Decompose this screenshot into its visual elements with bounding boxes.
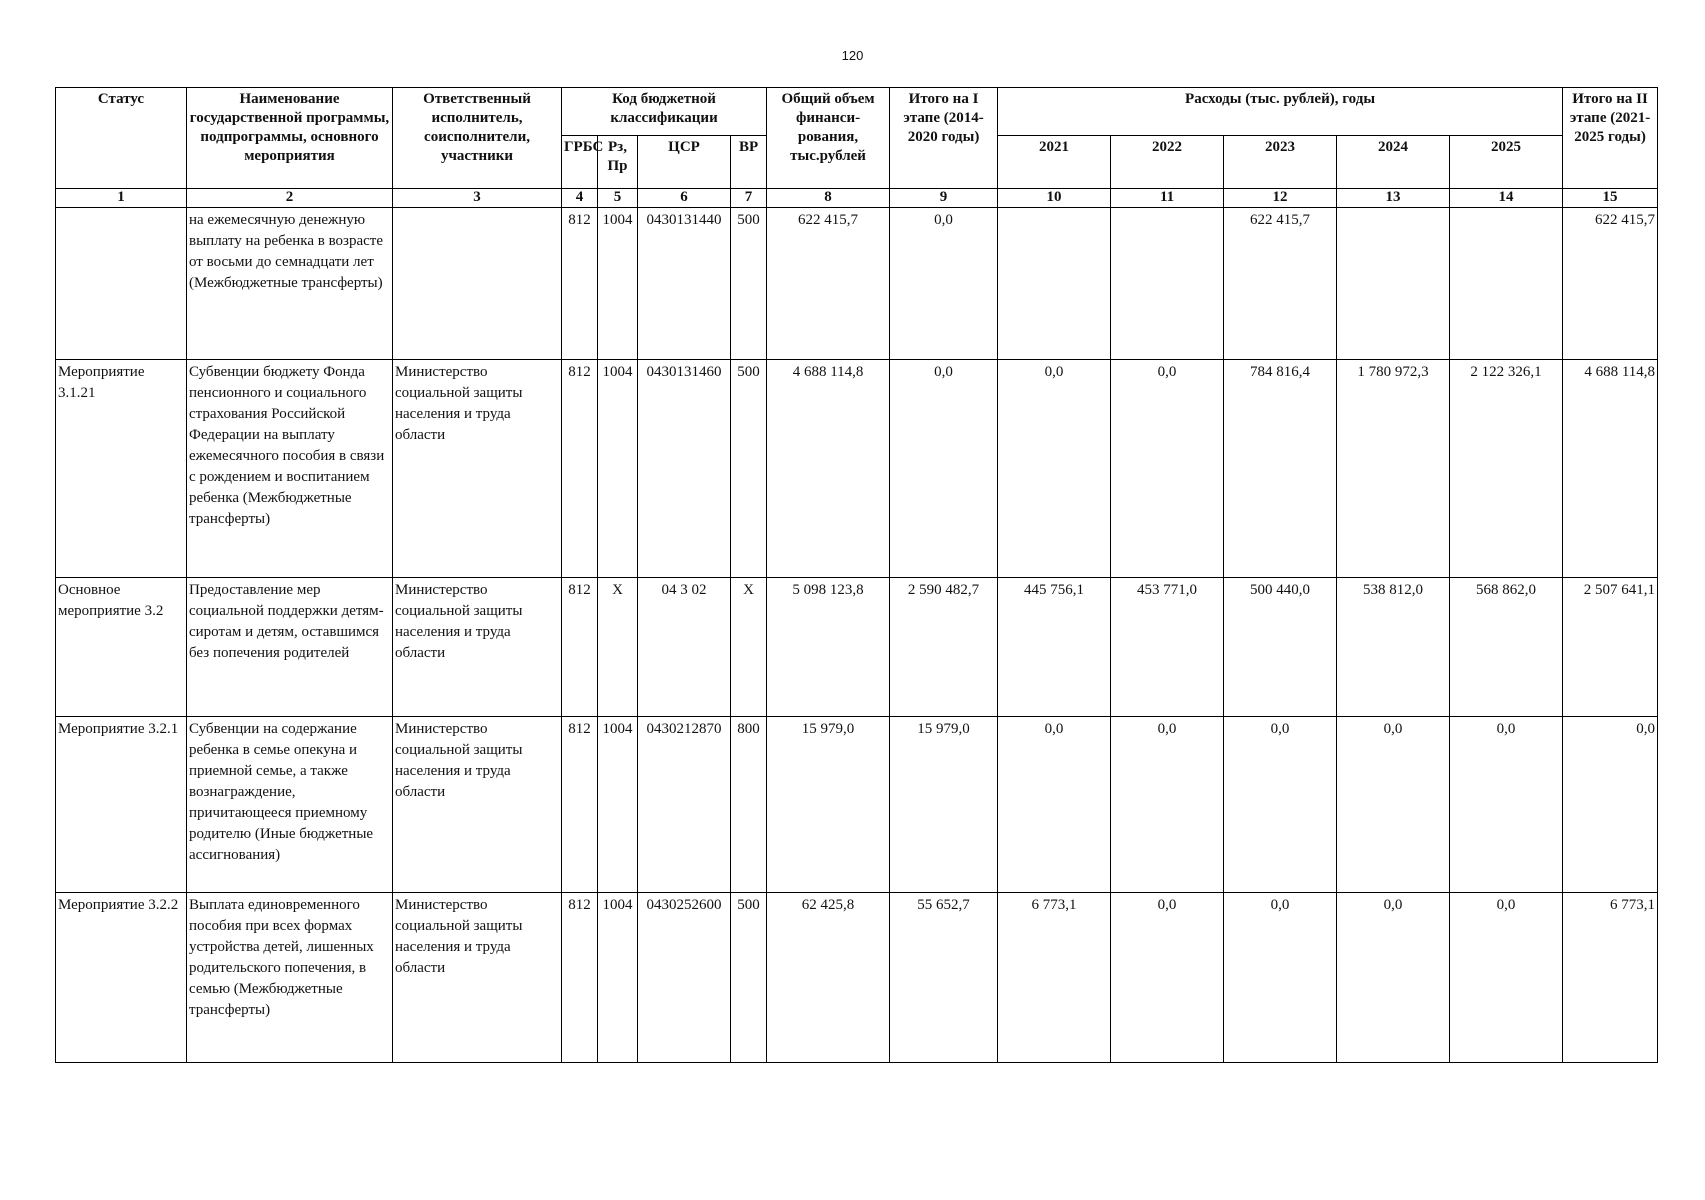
cell-2023: 784 816,4 xyxy=(1224,360,1337,578)
cell-status xyxy=(56,208,187,360)
column-number: 14 xyxy=(1450,189,1563,208)
column-number: 13 xyxy=(1337,189,1450,208)
cell-csr: 0430252600 xyxy=(638,893,731,1063)
header-name: Наименование государственной программы, подпрограммы, основного мероприятия xyxy=(187,88,393,189)
cell-2024: 538 812,0 xyxy=(1337,578,1450,717)
cell-stage2: 4 688 114,8 xyxy=(1563,360,1658,578)
header-stage1: Итого на I этапе (2014-2020 годы) xyxy=(890,88,998,189)
cell-2022: 0,0 xyxy=(1111,360,1224,578)
cell-stage1: 0,0 xyxy=(890,208,998,360)
column-number: 12 xyxy=(1224,189,1337,208)
cell-2025: 568 862,0 xyxy=(1450,578,1563,717)
cell-rzpr: 1004 xyxy=(598,893,638,1063)
cell-rzpr: 1004 xyxy=(598,208,638,360)
cell-grbs: 812 xyxy=(562,360,598,578)
header-total: Общий объем финанси-рования, тыс.рублей xyxy=(767,88,890,189)
cell-2021: 0,0 xyxy=(998,360,1111,578)
header-2024: 2024 xyxy=(1337,136,1450,189)
cell-csr: 0430212870 xyxy=(638,717,731,893)
cell-2021: 6 773,1 xyxy=(998,893,1111,1063)
cell-2023: 622 415,7 xyxy=(1224,208,1337,360)
cell-vr: 500 xyxy=(731,208,767,360)
cell-2021: 445 756,1 xyxy=(998,578,1111,717)
cell-csr: 04 3 02 xyxy=(638,578,731,717)
cell-executor: Министерство социальной защиты населения и труда области xyxy=(393,360,562,578)
cell-name: Выплата единовременного пособия при всех формах устройства детей, лишенных родительского попечения, в семью (Межбюджетные трансферты) xyxy=(187,893,393,1063)
cell-csr: 0430131440 xyxy=(638,208,731,360)
column-number: 8 xyxy=(767,189,890,208)
header-expenses: Расходы (тыс. рублей), годы xyxy=(998,88,1563,136)
cell-vr: 500 xyxy=(731,893,767,1063)
cell-stage1: 2 590 482,7 xyxy=(890,578,998,717)
cell-executor: Министерство социальной защиты населения и труда области xyxy=(393,578,562,717)
cell-executor: Министерство социальной защиты населения и труда области xyxy=(393,893,562,1063)
cell-2024: 0,0 xyxy=(1337,717,1450,893)
cell-2021 xyxy=(998,208,1111,360)
cell-rzpr: 1004 xyxy=(598,360,638,578)
cell-name: Субвенции на содержание ребенка в семье опекуна и приемной семье, а также вознаграждение, причитающееся приемному родителю (Иные бюджетные ассигнования) xyxy=(187,717,393,893)
cell-rzpr: 1004 xyxy=(598,717,638,893)
column-number: 4 xyxy=(562,189,598,208)
cell-stage2: 0,0 xyxy=(1563,717,1658,893)
column-number: 7 xyxy=(731,189,767,208)
cell-2021: 0,0 xyxy=(998,717,1111,893)
cell-2025: 0,0 xyxy=(1450,893,1563,1063)
header-status: Статус xyxy=(56,88,187,189)
cell-total: 4 688 114,8 xyxy=(767,360,890,578)
header-2023: 2023 xyxy=(1224,136,1337,189)
column-number: 1 xyxy=(56,189,187,208)
cell-2022: 0,0 xyxy=(1111,717,1224,893)
cell-executor xyxy=(393,208,562,360)
header-2025: 2025 xyxy=(1450,136,1563,189)
cell-2023: 500 440,0 xyxy=(1224,578,1337,717)
cell-2022 xyxy=(1111,208,1224,360)
header-vr: ВР xyxy=(731,136,767,189)
header-csr: ЦСР xyxy=(638,136,731,189)
cell-stage2: 2 507 641,1 xyxy=(1563,578,1658,717)
table-row xyxy=(56,208,1658,360)
cell-2024: 0,0 xyxy=(1337,893,1450,1063)
header-executor: Ответственный исполнитель, соисполнители, участники xyxy=(393,88,562,189)
cell-stage2: 622 415,7 xyxy=(1563,208,1658,360)
table-row xyxy=(56,360,1658,578)
header-budget-code: Код бюджетной классификации xyxy=(562,88,767,136)
cell-2025: 2 122 326,1 xyxy=(1450,360,1563,578)
cell-total: 5 098 123,8 xyxy=(767,578,890,717)
table-row xyxy=(56,893,1658,1063)
cell-status: Мероприятие 3.1.21 xyxy=(56,360,187,578)
cell-status: Мероприятие 3.2.2 xyxy=(56,893,187,1063)
cell-status: Основное мероприятие 3.2 xyxy=(56,578,187,717)
cell-2025: 0,0 xyxy=(1450,717,1563,893)
header-rzpr: Рз, Пр xyxy=(598,136,638,189)
cell-stage2: 6 773,1 xyxy=(1563,893,1658,1063)
cell-grbs: 812 xyxy=(562,208,598,360)
cell-2024 xyxy=(1337,208,1450,360)
cell-stage1: 55 652,7 xyxy=(890,893,998,1063)
column-number: 10 xyxy=(998,189,1111,208)
cell-vr: 800 xyxy=(731,717,767,893)
cell-total: 622 415,7 xyxy=(767,208,890,360)
cell-2024: 1 780 972,3 xyxy=(1337,360,1450,578)
page-number: 120 xyxy=(841,48,864,63)
table-row xyxy=(56,578,1658,717)
cell-total: 62 425,8 xyxy=(767,893,890,1063)
table-row xyxy=(56,717,1658,893)
cell-executor: Министерство социальной защиты населения и труда области xyxy=(393,717,562,893)
cell-csr: 0430131460 xyxy=(638,360,731,578)
column-number: 9 xyxy=(890,189,998,208)
budget-table xyxy=(55,87,1658,1063)
cell-status: Мероприятие 3.2.1 xyxy=(56,717,187,893)
column-number: 2 xyxy=(187,189,393,208)
cell-grbs: 812 xyxy=(562,717,598,893)
cell-vr: Х xyxy=(731,578,767,717)
column-number: 6 xyxy=(638,189,731,208)
column-number-row xyxy=(56,189,1658,208)
header-stage2: Итого на II этапе (2021-2025 годы) xyxy=(1563,88,1658,189)
header-grbs: ГРБС xyxy=(562,136,598,189)
header-row-1 xyxy=(56,88,1658,136)
cell-2025 xyxy=(1450,208,1563,360)
cell-2022: 453 771,0 xyxy=(1111,578,1224,717)
cell-2023: 0,0 xyxy=(1224,717,1337,893)
cell-2022: 0,0 xyxy=(1111,893,1224,1063)
column-number: 5 xyxy=(598,189,638,208)
cell-2023: 0,0 xyxy=(1224,893,1337,1063)
cell-stage1: 0,0 xyxy=(890,360,998,578)
header-2022: 2022 xyxy=(1111,136,1224,189)
column-number: 11 xyxy=(1111,189,1224,208)
cell-name: на ежемесячную денежную выплату на ребенка в возрасте от восьми до семнадцати лет (Межбюджетные трансферты) xyxy=(187,208,393,360)
header-2021: 2021 xyxy=(998,136,1111,189)
column-number: 3 xyxy=(393,189,562,208)
column-number: 15 xyxy=(1563,189,1658,208)
cell-name: Предоставление мер социальной поддержки детям-сиротам и детям, оставшимся без попечения родителей xyxy=(187,578,393,717)
cell-grbs: 812 xyxy=(562,578,598,717)
cell-rzpr: Х xyxy=(598,578,638,717)
cell-total: 15 979,0 xyxy=(767,717,890,893)
cell-grbs: 812 xyxy=(562,893,598,1063)
cell-vr: 500 xyxy=(731,360,767,578)
cell-name: Субвенции бюджету Фонда пенсионного и социального страхования Российской Федерации на выплату ежемесячного пособия в связи с рождением и воспитанием ребенка (Межбюджетные трансферты) xyxy=(187,360,393,578)
cell-stage1: 15 979,0 xyxy=(890,717,998,893)
